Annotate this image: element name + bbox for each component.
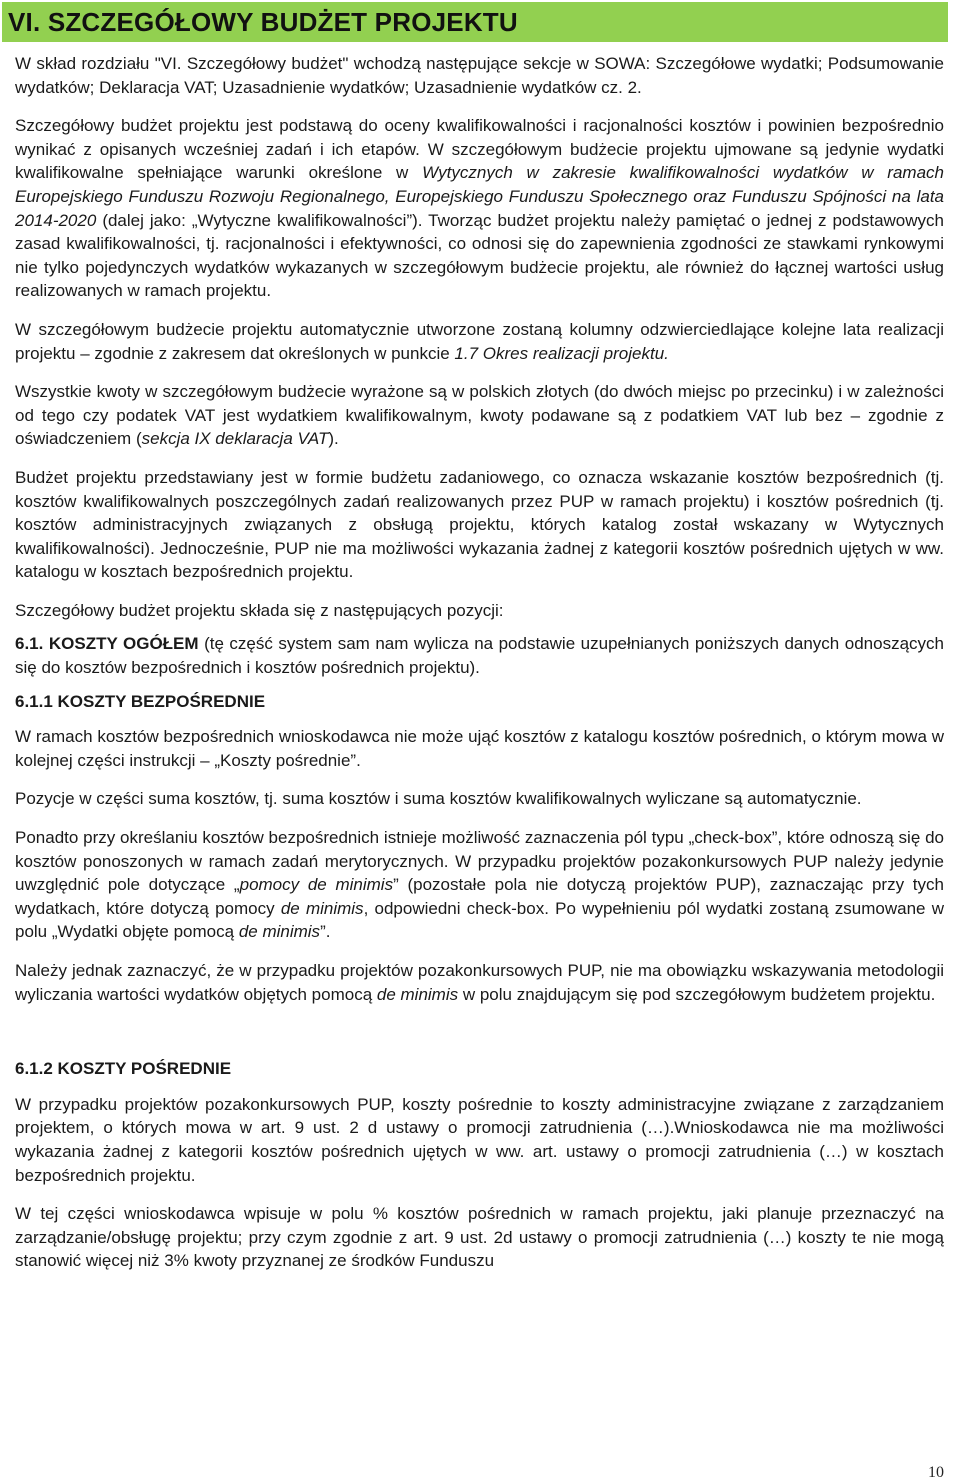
text-span: Wszystkie kwoty w szczegółowym budżecie wyrażone są w polskich złotych (do dwóch miejsc po przecinku) i w zależności od tego czy podatek VAT jest wydatkiem kwalifikowalnym, kwoty podawane są z podatkiem VAT lub bez – zgodnie z oświadczeniem ( [15,382,944,449]
intro-paragraph-5: Budżet projektu przedstawiany jest w formie budżetu zadaniowego, co oznacza wskazanie kosztów bezpośrednich (tj. kosztów kwalifikowalnych poszczególnych zadań realizowanych przez PUP w ramach projektu) i kosztów pośrednich (tj. kosztów administracyjnych związanych z obsługą projektu, których katalog został wskazany w Wytycznych kwalifikowalności). Jednocześnie, PUP nie ma możliwości wykazania żadnej z kategorii kosztów pośrednich ujętych w ww. katalogu w kosztach bezpośrednich projektu. [15,467,944,582]
italic-term: pomocy de minimis [239,875,394,895]
italic-section-ref: 1.7 Okres realizacji projektu. [454,343,669,363]
italic-term: de minimis [376,984,459,1004]
section-heading-bar [2,2,948,42]
section-6-1-1-paragraph-1: W ramach kosztów bezpośrednich wnioskodawca nie może ująć kosztów z katalogu kosztów pośrednich, o którym mowa w kolejnej części instrukcji – „Koszty pośrednie”. [15,727,944,770]
text-span: W szczegółowym budżecie projektu automatycznie utworzone zostaną kolumny odzwierciedlające kolejne lata realizacji projektu – zgodnie z zakresem dat określonych w punkcie [15,319,944,363]
document-body [15,52,944,1288]
italic-term: de minimis [280,898,364,918]
italic-term: de minimis [238,922,321,942]
italic-guidelines-title: Wytycznych w zakresie kwalifikowalności wydatków w ramach Europejskiego Funduszu Rozwoju Regionalnego, Europejskiego Funduszu Społecznego oraz Funduszu Spójności na lata 2014-2020 [15,163,944,230]
text-span: w polu znajdującym się pod szczegółowym budżetem projektu. [458,984,936,1004]
text-span: ” (pozostałe pola nie dotyczą projektów PUP), zaznaczając przy tych wydatkach, które dotyczą pomocy [15,875,944,918]
section-6-1-1-paragraph-2: Pozycje w części suma kosztów, tj. suma kosztów i suma kosztów kwalifikowalnych wyliczane są automatycznie. [15,789,862,809]
section-6-1-1-paragraph-4 [15,959,944,1006]
intro-paragraph-6: Szczegółowy budżet projektu składa się z następujących pozycji: [15,600,504,620]
section-6-1-paragraph [15,632,944,679]
intro-paragraph-4 [15,380,944,451]
page-number: 10 [928,1464,944,1481]
text-span: , odpowiedni check-box. Po wypełnieniu pól wydatki zostaną zsumowane w polu „Wydatki objęte pomocą [15,898,944,942]
section-6-1-2-paragraph-2: W tej części wnioskodawca wpisuje w polu % kosztów pośrednich w ramach projektu, jaki planuje przeznaczyć na zarządzanie/obsługę projektu; przy czym zgodnie z art. 9 ust. 2d ustawy o promocji zatrudnienia (…) koszty te nie mogą stanowić więcej niż 3% kwoty przyznanej ze środków Funduszu [15,1204,944,1271]
section-6-1-label: 6.1. KOSZTY OGÓŁEM [15,634,199,654]
text-span: Szczegółowy budżet projektu jest podstawą do oceny kwalifikowalności i racjonalności kosztów i powinien bezpośrednio wynikać z opisanych wcześniej zadań i ich etapów. W szczegółowym budżecie projektu ujmowane są jedynie wydatki kwalifikowalne spełniające warunki określone w [15,116,944,183]
section-6-1-2-heading: 6.1.2 KOSZTY POŚREDNIE [15,1059,232,1079]
text-span: ). [328,429,339,449]
intro-paragraph-2 [15,114,944,303]
section-6-1-2-paragraph-1: W przypadku projektów pozakonkursowych PUP, koszty pośrednie to koszty administracyjne związane z zarządzaniem projektem, o których mowa w art. 9 ust. 2 d ustawy o promocji zatrudnienia (…).Wnioskodawca nie ma możliwości wykazania żadnej z kategorii kosztów pośrednich ujętych w ww. art. ustawy o promocji zatrudnienia (…) w kosztach bezpośrednich projektu. [15,1094,944,1185]
section-title: VI. SZCZEGÓŁOWY BUDŻET PROJEKTU [8,7,518,37]
intro-paragraph-1: W skład rozdziału "VI. Szczegółowy budżet" wchodzą następujące sekcje w SOWA: Szczegółowe wydatki; Podsumowanie wydatków; Deklaracja VAT; Uzasadnienie wydatków; Uzasadnienie wydatków cz. 2. [15,54,944,97]
text-span: ”. [320,922,331,942]
text-span: (dalej jako: „Wytyczne kwalifikowalności”). Tworząc budżet projektu należy pamiętać o jednej z podstawowych zasad kwalifikowalności, tj. racjonalności i efektywności, co odnosi się do zapewnienia zgodności ze stawkami rynkowymi nie tylko pojedynczych wydatków wykazanych w szczegółowym budżecie projektu, ale również do łącznej wartości usług realizowanych w ramach projektu. [15,210,944,301]
italic-section-ref: sekcja IX deklaracja VAT [141,429,329,449]
text-span: (tę część system sam nam wylicza na podstawie uzupełnianych poniższych danych odnoszących się do kosztów bezpośrednich i kosztów pośrednich projektu). [15,634,944,678]
text-span: Należy jednak zaznaczyć, że w przypadku projektów pozakonkursowych PUP, nie ma obowiązku wskazywania metodologii wyliczania wartości wydatków objętych pomocą [15,961,944,1004]
section-6-1-1-heading: 6.1.1 KOSZTY BEZPOŚREDNIE [15,691,266,711]
spacer [15,1021,944,1057]
text-span: Ponadto przy określaniu kosztów bezpośrednich istnieje możliwość zaznaczenia pól typu „check-box”, które odnoszą się do kosztów ponoszonych w ramach zadań merytorycznych. W przypadku projektów pozakonkursowych PUP należy jedynie uwzględnić pole dotyczące „ [15,828,944,895]
intro-paragraph-3 [15,318,944,365]
section-6-1-1-paragraph-3 [15,826,944,944]
